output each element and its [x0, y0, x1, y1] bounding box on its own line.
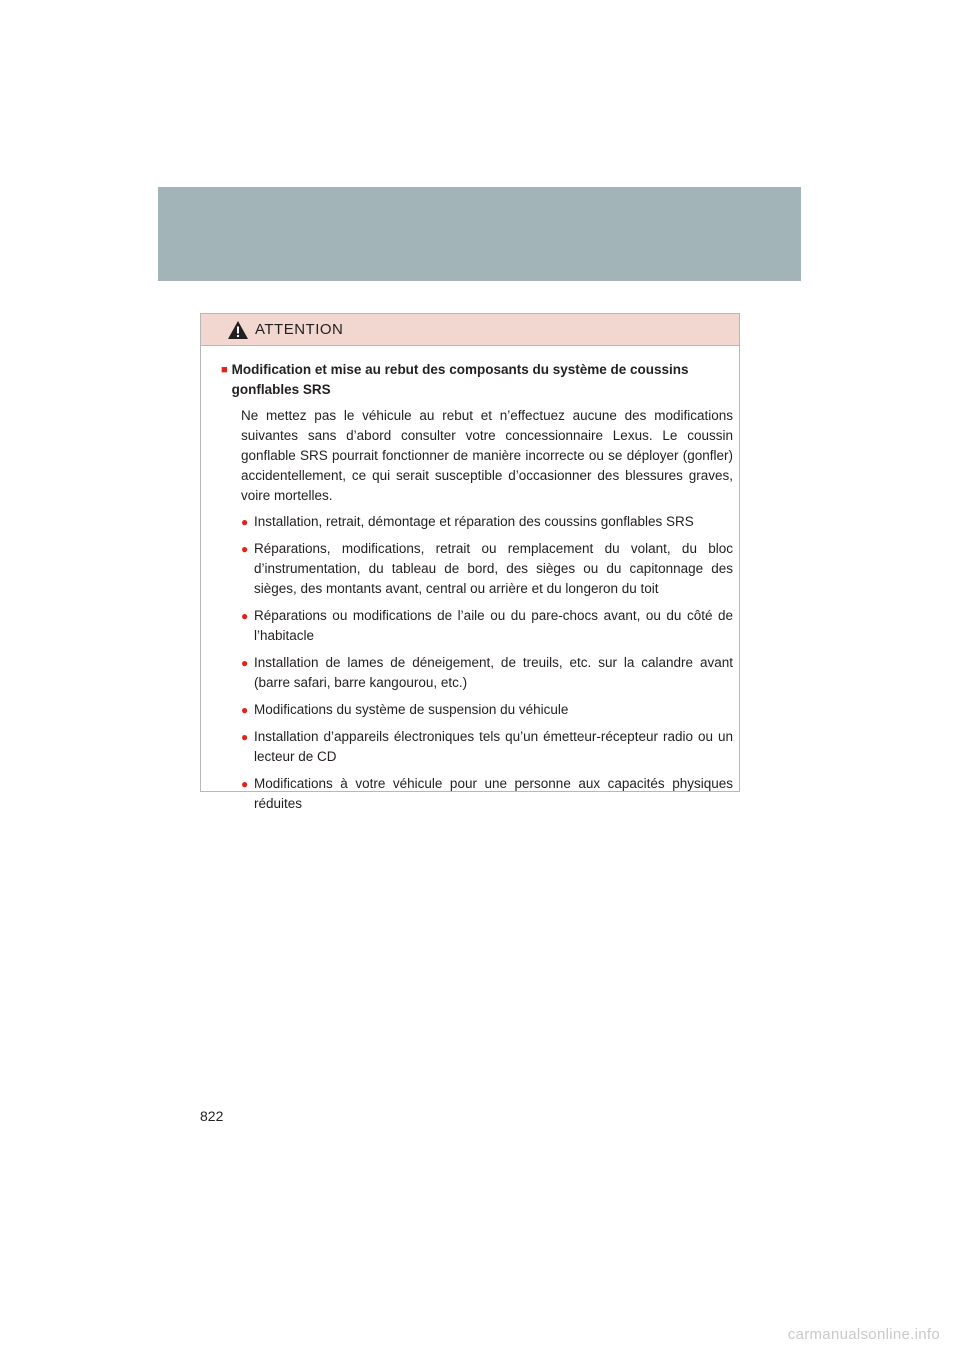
- bullet-dot-icon: ●: [241, 777, 249, 791]
- bullet-dot-icon: ●: [241, 515, 249, 529]
- list-item: [241, 774, 733, 814]
- warning-box: [200, 313, 740, 811]
- section-heading-text: Modification et mise au rebut des composants du système de coussins gonflables SRS: [231, 362, 689, 397]
- list-item-text: Installation d’appareils électroniques tels qu’un émetteur-récepteur radio ou un lecteur de CD: [254, 729, 733, 764]
- list-item: [241, 653, 733, 693]
- list-item-text: Installation de lames de déneigement, de treuils, etc. sur la calandre avant (barre safari, barre kangourou, etc.): [254, 655, 733, 690]
- warning-triangle-icon: [227, 320, 249, 340]
- list-item-text: Réparations, modifications, retrait ou remplacement du volant, du bloc d’instrumentation, du tableau de bord, des sièges ou du capitonnage des sièges, des montants avant, central ou arrière et du longeron du toit: [254, 541, 733, 596]
- section-heading: [221, 360, 733, 400]
- list-item-text: Réparations ou modifications de l’aile ou du pare-chocs avant, ou du côté de l’habitacle: [254, 608, 733, 643]
- header-band: [158, 187, 801, 281]
- list-item: [241, 539, 733, 599]
- list-item-text: Modifications du système de suspension du véhicule: [254, 702, 569, 717]
- bullet-dot-icon: ●: [241, 730, 249, 744]
- warning-title: ATTENTION: [255, 321, 344, 338]
- bullet-dot-icon: ●: [241, 656, 249, 670]
- page-number: 822: [200, 1108, 224, 1124]
- warning-header: [201, 314, 739, 346]
- list-item-text: Modifications à votre véhicule pour une personne aux capacités physiques réduites: [254, 776, 733, 811]
- square-bullet-icon: ■: [221, 364, 228, 376]
- bullet-dot-icon: ●: [241, 703, 249, 717]
- bullet-dot-icon: ●: [241, 542, 249, 556]
- bullet-dot-icon: ●: [241, 609, 249, 623]
- warning-body: [201, 346, 739, 814]
- list-item: [241, 727, 733, 767]
- intro-paragraph: Ne mettez pas le véhicule au rebut et n’effectuez aucune des modifications suivantes sans d’abord consulter votre concessionnaire Lexus. Le coussin gonflable SRS pourrait fonctionner de manière incorrecte ou se déployer (gonfler) accidentellement, ce qui serait susceptible d’occasionner des blessures graves, voire mortelles.: [241, 408, 733, 503]
- watermark[interactable]: carmanualsonline.info: [787, 1326, 940, 1343]
- modification-list: [221, 512, 733, 814]
- list-item: [241, 700, 733, 720]
- list-item-text: Installation, retrait, démontage et réparation des coussins gonflables SRS: [254, 514, 694, 529]
- list-item: [241, 606, 733, 646]
- list-item: [241, 512, 733, 532]
